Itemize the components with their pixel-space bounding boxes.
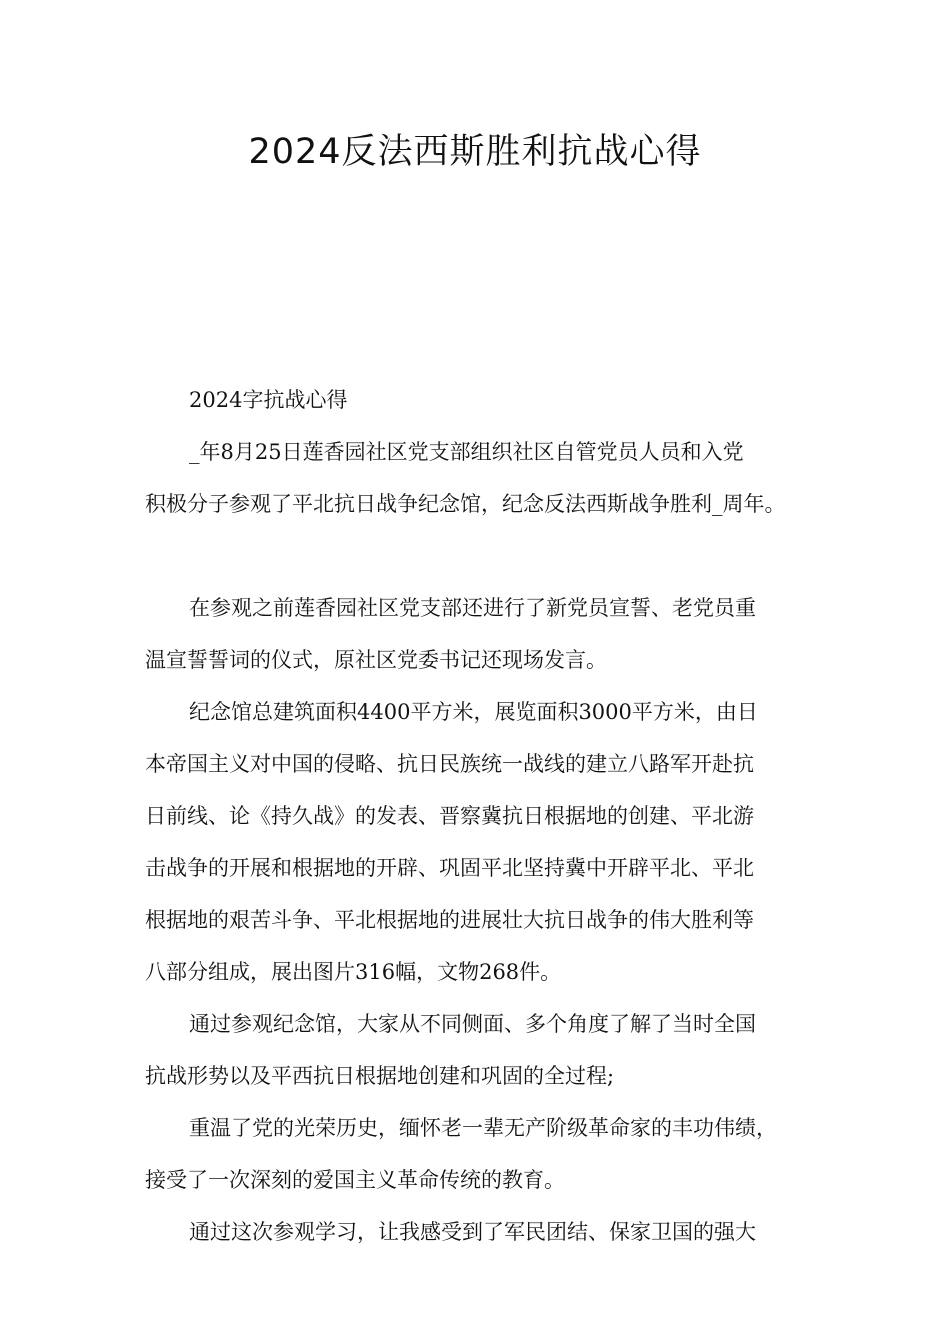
body-line-17: 通过这次参观学习，让我感受到了军民团结、保家卫国的强大 bbox=[189, 1220, 756, 1244]
body-line-2: _年8月25日莲香园社区党支部组织社区自管党员人员和入党 bbox=[189, 440, 744, 464]
body-line-7: 纪念馆总建筑面积4400平方米，展览面积3000平方米，由日 bbox=[189, 700, 758, 724]
document-title: 2024反法西斯胜利抗战心得 bbox=[248, 132, 702, 172]
body-line-12: 八部分组成，展出图片316幅，文物268件。 bbox=[145, 960, 562, 984]
body-line-3: 积极分子参观了平北抗日战争纪念馆，纪念反法西斯战争胜利_周年。 bbox=[145, 492, 786, 516]
body-line-10: 击战争的开展和根据地的开辟、巩固平北坚持冀中开辟平北、平北 bbox=[145, 856, 754, 880]
body-line-11: 根据地的艰苦斗争、平北根据地的进展壮大抗日战争的伟大胜利等 bbox=[145, 908, 754, 932]
body-line-9: 日前线、论《持久战》的发表、晋察冀抗日根据地的创建、平北游 bbox=[145, 804, 754, 828]
body-line-15: 重温了党的光荣历史，缅怀老一辈无产阶级革命家的丰功伟绩， bbox=[189, 1116, 777, 1140]
body-line-6: 温宣誓誓词的仪式，原社区党委书记还现场发言。 bbox=[145, 648, 607, 672]
body-line-1: 2024字抗战心得 bbox=[189, 388, 348, 412]
body-line-5: 在参观之前莲香园社区党支部还进行了新党员宣誓、老党员重 bbox=[189, 596, 756, 620]
body-line-14: 抗战形势以及平西抗日根据地创建和巩固的全过程; bbox=[145, 1064, 615, 1088]
body-line-13: 通过参观纪念馆，大家从不同侧面、多个角度了解了当时全国 bbox=[189, 1012, 756, 1036]
body-line-16: 接受了一次深刻的爱国主义革命传统的教育。 bbox=[145, 1168, 565, 1192]
body-line-8: 本帝国主义对中国的侵略、抗日民族统一战线的建立八路军开赴抗 bbox=[145, 752, 754, 776]
document-body bbox=[145, 380, 813, 1264]
paragraph-gap bbox=[145, 536, 813, 588]
